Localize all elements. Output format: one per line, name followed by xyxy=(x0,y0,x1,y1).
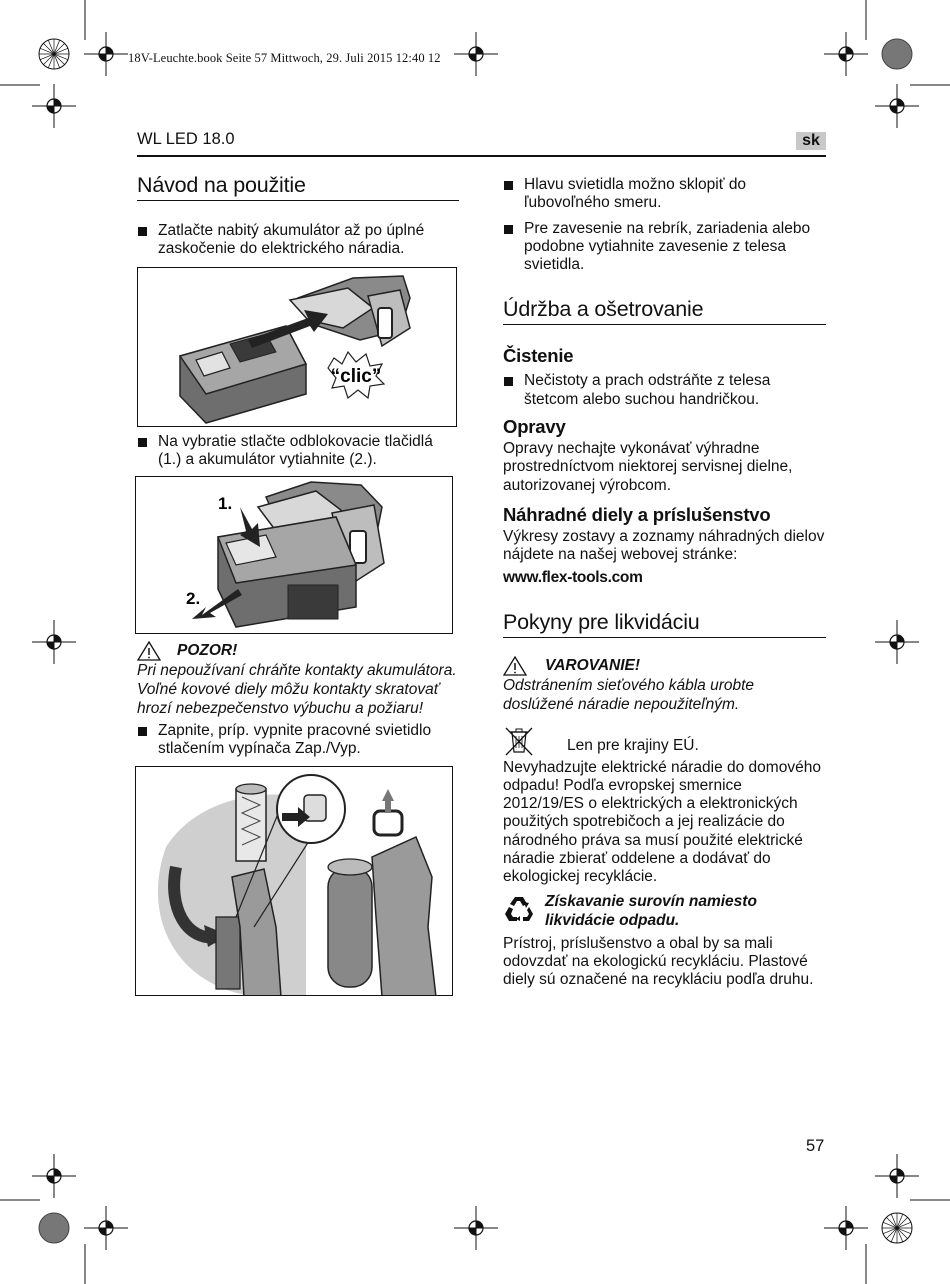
figure-remove-battery xyxy=(135,476,453,634)
recycle-row xyxy=(503,892,826,930)
recycle-text: Prístroj, príslušenstvo a obal by sa mali odovzdať na ekologickú recykláciu. Plastové diely sú označené na recykláciu podľa druhu. xyxy=(503,934,814,989)
warning-title: VAROVANIE! xyxy=(545,656,641,674)
warning-triangle-icon xyxy=(137,641,161,661)
language-badge: sk xyxy=(796,132,826,150)
recycle-icon xyxy=(503,893,535,923)
subsection-title-repairs: Opravy xyxy=(503,416,566,438)
bullet-tilt-head: Hlavu svietidla možno sklopiť do ľubovoľného smeru. xyxy=(503,176,826,213)
weee-text: Nevyhadzujte elektrické náradie do domového odpadu! Podľa evropskej smernice 2012/19/ES o elektrických a elektronických použitých spotrebičoch a jej realizácie do národného práva sa musí použité elektrické náradie zbierať oddelene a dodávať do ekologickej recyklácie. xyxy=(503,758,821,886)
weee-row xyxy=(503,726,826,756)
right-column xyxy=(503,172,826,990)
header-rule xyxy=(137,155,826,157)
eu-only-label: Len pre krajiny EÚ. xyxy=(567,737,699,755)
bullet-cleaning: Nečistoty a prach odstráňte z telesa štetcom alebo suchou handričkou. xyxy=(503,372,826,409)
section-title-usage: Návod na použitie xyxy=(137,172,459,201)
bullet-hanger: Pre zavesenie na rebrík, zariadenia alebo podobne vytiahnite zavesenie z telesa svietidla. xyxy=(503,220,826,275)
caution-title: POZOR! xyxy=(177,642,238,660)
parts-text: Výkresy zostavy a zoznamy náhradných dielov nájdete na našej webovej stránke: xyxy=(503,527,825,564)
caution-text: Pri nepoužívaní chráňte kontakty akumulátora. Voľné kovové diely môžu kontakty skratovať hrozí nebezpečenstvo výbuchu a požiaru! xyxy=(137,662,457,718)
crossed-bin-icon xyxy=(503,726,535,756)
section-title-disposal: Pokyny pre likvidáciu xyxy=(503,609,826,638)
warning-header xyxy=(503,656,826,676)
bullet-switch: Zapnite, príp. vypnite pracovné svietidlo stlačením vypínača Zap./Vyp. xyxy=(137,722,459,759)
left-column xyxy=(137,172,459,996)
clic-label: “clic” xyxy=(330,365,382,387)
warning-triangle-icon xyxy=(503,656,527,676)
subsection-title-cleaning: Čistenie xyxy=(503,345,574,367)
section-title-maintenance: Údržba a ošetrovanie xyxy=(503,296,826,325)
recycle-title: Získavanie surovín namiesto likvidácie odpadu. xyxy=(545,892,757,929)
figure-insert-battery xyxy=(137,267,457,427)
figure-switch-light xyxy=(135,766,453,996)
repairs-text: Opravy nechajte vykonávať výhradne prostredníctvom niektorej servisnej dielne, autorizovanej výrobcom. xyxy=(503,440,793,494)
subsection-title-parts: Náhradné diely a príslušenstvo xyxy=(503,503,771,525)
book-header: 18V-Leuchte.book Seite 57 Mittwoch, 29. Juli 2015 12:40 12 xyxy=(128,51,441,65)
step-1-label: 1. xyxy=(218,494,233,514)
running-title: WL LED 18.0 xyxy=(137,130,235,148)
page-number: 57 xyxy=(806,1137,825,1155)
parts-url-link[interactable]: www.flex-tools.com xyxy=(503,568,643,586)
caution-header xyxy=(137,641,459,661)
bullet-insert-battery: Zatlačte nabitý akumulátor až po úplné zaskočenie do elektrického náradia. xyxy=(137,222,459,259)
warning-text: Odstránením sieťového kábla urobte doslúžené náradie nepoužiteľným. xyxy=(503,676,755,713)
bullet-remove-battery: Na vybratie stlačte odblokovacie tlačidlá (1.) a akumulátor vytiahnite (2.). xyxy=(137,433,459,470)
step-2-label: 2. xyxy=(186,589,201,609)
